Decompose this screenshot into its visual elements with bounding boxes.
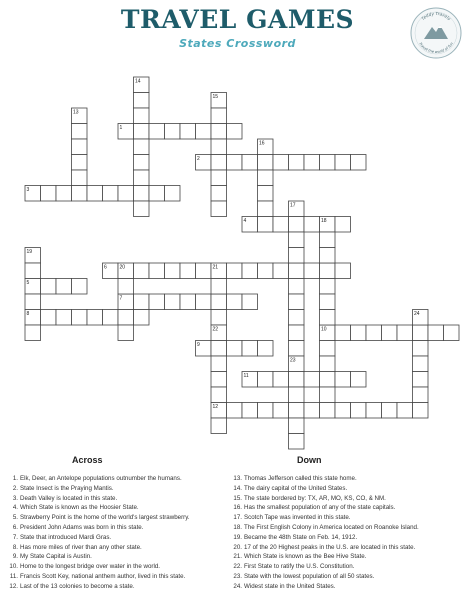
grid-cell[interactable] <box>351 403 367 419</box>
cell-number: 14 <box>135 78 141 85</box>
grid-cell[interactable] <box>227 403 243 419</box>
grid-cell[interactable] <box>211 341 227 357</box>
clue-text: Has the smallest population of any of the state capitals. <box>244 504 396 512</box>
clue-text: The dairy capital of the United States. <box>244 484 348 492</box>
grid-cell[interactable] <box>413 387 429 403</box>
grid-cell[interactable] <box>56 310 72 326</box>
grid-cell[interactable] <box>320 372 336 388</box>
page-title: TRAVEL GAMES <box>120 5 355 34</box>
grid-cell[interactable] <box>211 279 227 295</box>
clue-text: Home to the longest bridge over water in the world. <box>20 563 160 571</box>
grid-cell[interactable] <box>335 263 351 279</box>
grid-cell[interactable] <box>258 170 274 186</box>
grid-cell[interactable] <box>273 403 289 419</box>
cell-number: 20 <box>119 264 126 271</box>
clue-number: 23. <box>233 572 242 580</box>
grid-cell[interactable] <box>413 356 429 372</box>
clue-number: 15. <box>233 494 242 502</box>
clue-number: 14. <box>233 484 242 492</box>
cell-number: 5 <box>26 280 30 286</box>
grid-cell[interactable] <box>413 403 429 419</box>
cell-number: 9 <box>197 342 200 348</box>
grid-cell[interactable] <box>227 294 243 310</box>
clue-number: 3. <box>12 494 18 502</box>
clue-number: 21. <box>233 553 242 561</box>
grid-cell[interactable] <box>72 279 88 295</box>
clue-number: 5. <box>12 514 18 522</box>
grid-cell[interactable] <box>41 186 57 202</box>
across-clue <box>8 494 190 504</box>
grid-cell[interactable] <box>320 341 336 357</box>
down-heading: Down <box>297 455 322 465</box>
grid-cell[interactable] <box>41 310 57 326</box>
cell-number: 19 <box>26 249 33 255</box>
grid-cell[interactable] <box>134 186 150 202</box>
grid-cell[interactable] <box>258 201 274 217</box>
grid-cell[interactable] <box>273 372 289 388</box>
grid-cell[interactable] <box>165 263 181 279</box>
clue-text: President John Adams was born in this state. <box>20 523 144 531</box>
grid-cell[interactable] <box>289 232 305 248</box>
grid-cell[interactable] <box>211 186 227 202</box>
grid-cell[interactable] <box>320 387 336 403</box>
clue-number: 1. <box>12 475 18 482</box>
grid-cell[interactable] <box>180 294 196 310</box>
grid-cell[interactable] <box>320 294 336 310</box>
grid-cell[interactable] <box>103 310 119 326</box>
grid-cell[interactable] <box>320 232 336 248</box>
grid-cell[interactable] <box>196 263 212 279</box>
grid-cell[interactable] <box>258 341 274 357</box>
grid-cell[interactable] <box>320 248 336 264</box>
cell-number: 10 <box>321 326 327 333</box>
clue-number: 8. <box>12 543 18 551</box>
clue-text: Elk, Deer, an Antelope populations outnumber the humans. <box>20 475 182 482</box>
grid-cell[interactable] <box>242 403 258 419</box>
grid-cell[interactable] <box>320 356 336 372</box>
grid-cell[interactable] <box>211 310 227 326</box>
clue-text: Has more miles of river than any other state. <box>20 543 142 551</box>
clue-number: 6. <box>12 523 18 531</box>
grid-cell[interactable] <box>211 201 227 217</box>
grid-cell[interactable] <box>304 372 320 388</box>
grid-cell[interactable] <box>134 155 150 171</box>
grid-cell[interactable] <box>258 263 274 279</box>
grid-cell[interactable] <box>320 155 336 171</box>
grid-cell[interactable] <box>289 325 305 341</box>
clue-text: State Insect is the Praying Mantis. <box>20 484 114 492</box>
across-clue <box>8 523 190 533</box>
clue-number: 19. <box>233 533 242 541</box>
grid-cell[interactable] <box>428 325 444 341</box>
clue-number: 18. <box>233 523 242 531</box>
down-clue <box>232 513 419 523</box>
cell-number: 2 <box>197 156 200 162</box>
grid-cell[interactable] <box>149 294 165 310</box>
across-clue <box>8 533 190 543</box>
clue-number: 11. <box>9 572 18 580</box>
clue-number: 24. <box>233 582 242 590</box>
down-clue <box>232 552 419 562</box>
across-clue <box>8 543 190 553</box>
clue-text: Thomas Jefferson called this state home. <box>244 475 357 482</box>
across-clue <box>8 513 190 523</box>
cell-number: 1 <box>119 125 123 131</box>
clue-number: 10. <box>9 563 18 571</box>
grid-cell[interactable] <box>211 139 227 155</box>
grid-cell[interactable] <box>382 403 398 419</box>
logo-text-bottom: Travel the world of fun <box>418 41 454 55</box>
grid-cell[interactable] <box>134 108 150 124</box>
grid-cell[interactable] <box>289 387 305 403</box>
grid-cell[interactable] <box>242 294 258 310</box>
down-clue <box>232 562 419 572</box>
grid-cell[interactable] <box>273 217 289 233</box>
grid-cell[interactable] <box>351 325 367 341</box>
cell-number: 18 <box>321 218 327 224</box>
cell-number: 8 <box>26 311 30 317</box>
clue-text: Widest state in the United States. <box>244 582 336 590</box>
grid-cell[interactable] <box>413 341 429 357</box>
grid-cell[interactable] <box>289 418 305 434</box>
grid-cell[interactable] <box>25 325 41 341</box>
clue-text: The First English Colony in America located on Roanoke Island. <box>244 523 419 531</box>
grid-cell[interactable] <box>211 170 227 186</box>
cell-number: 21 <box>212 264 219 271</box>
cell-number: 6 <box>104 264 107 271</box>
clue-text: First State to ratify the U.S. Constitution. <box>244 563 355 571</box>
grid-cell[interactable] <box>258 186 274 202</box>
grid-cell[interactable] <box>258 372 274 388</box>
grid-cell[interactable] <box>72 310 88 326</box>
grid-cell[interactable] <box>366 325 382 341</box>
grid-cell[interactable] <box>289 294 305 310</box>
grid-cell[interactable] <box>118 279 134 295</box>
grid-cell[interactable] <box>134 294 150 310</box>
grid-cell[interactable] <box>118 325 134 341</box>
clue-text: The state bordered by: TX, AR, MO, KS, CO, & NM. <box>244 494 386 502</box>
grid-cell[interactable] <box>72 155 88 171</box>
across-clue <box>8 552 190 562</box>
grid-cell[interactable] <box>134 93 150 109</box>
cell-number: 3 <box>26 187 30 193</box>
grid-cell[interactable] <box>25 294 41 310</box>
grid-cell[interactable] <box>366 403 382 419</box>
across-clue-list <box>8 474 190 592</box>
page-subtitle: States Crossword <box>179 37 296 50</box>
cell-number: 24 <box>414 311 420 317</box>
grid-cell[interactable] <box>149 263 165 279</box>
across-clue <box>8 484 190 494</box>
clue-text: Last of the 13 colonies to become a state. <box>20 582 135 590</box>
grid-cell[interactable] <box>258 217 274 233</box>
clue-number: 16. <box>233 504 242 512</box>
grid-cell[interactable] <box>320 310 336 326</box>
grid-cell[interactable] <box>227 263 243 279</box>
grid-cell[interactable] <box>242 341 258 357</box>
grid-cell[interactable] <box>304 217 320 233</box>
clue-text: Became the 48th State on Feb. 14, 1912. <box>244 533 358 541</box>
grid-cell[interactable] <box>211 155 227 171</box>
clue-number: 2. <box>12 484 18 492</box>
grid-cell[interactable] <box>134 139 150 155</box>
grid-cell[interactable] <box>304 263 320 279</box>
grid-cell[interactable] <box>258 155 274 171</box>
grid-cell[interactable] <box>211 387 227 403</box>
clue-number: 20. <box>233 543 242 551</box>
grid-cell[interactable] <box>242 155 258 171</box>
grid-cell[interactable] <box>149 186 165 202</box>
grid-cell[interactable] <box>320 403 336 419</box>
grid-cell[interactable] <box>242 263 258 279</box>
grid-cell[interactable] <box>382 325 398 341</box>
grid-cell[interactable] <box>118 310 134 326</box>
clue-number: 17. <box>233 514 242 522</box>
grid-cell[interactable] <box>289 403 305 419</box>
clue-number: 4. <box>12 504 18 512</box>
clue-text: 17 of the 20 Highest peaks in the U.S. are located in this state. <box>244 543 416 551</box>
down-clue <box>232 572 419 582</box>
clue-text: Which State is known as the Bee Hive State. <box>244 553 367 561</box>
grid-cell[interactable] <box>227 155 243 171</box>
cell-number: 23 <box>290 357 296 364</box>
clue-text: Francis Scott Key, national anthem author, lived in this state. <box>20 572 186 580</box>
grid-cell[interactable] <box>211 108 227 124</box>
down-clue <box>232 494 419 504</box>
down-clue-list <box>232 474 419 592</box>
down-clue <box>232 582 419 592</box>
grid-cell[interactable] <box>149 124 165 140</box>
clue-number: 12. <box>9 582 18 590</box>
across-clue <box>8 474 190 484</box>
cell-number: 13 <box>73 109 79 116</box>
cell-number: 17 <box>290 202 296 209</box>
grid-cell[interactable] <box>211 294 227 310</box>
across-clue <box>8 503 190 513</box>
grid-cell[interactable] <box>211 372 227 388</box>
grid-cell[interactable] <box>289 341 305 357</box>
down-clue <box>232 484 419 494</box>
grid-cell[interactable] <box>289 372 305 388</box>
grid-cell[interactable] <box>56 186 72 202</box>
grid-cell[interactable] <box>335 217 351 233</box>
grid-cell[interactable] <box>289 248 305 264</box>
clue-number: 9. <box>12 553 18 561</box>
grid-cell[interactable] <box>180 124 196 140</box>
cell-number: 11 <box>243 373 249 379</box>
grid-cell[interactable] <box>397 403 413 419</box>
grid-cell[interactable] <box>289 263 305 279</box>
grid-cell[interactable] <box>72 139 88 155</box>
cell-number: 16 <box>259 140 265 147</box>
grid-cell[interactable] <box>41 279 57 295</box>
grid-cell[interactable] <box>56 279 72 295</box>
across-clue <box>8 582 190 592</box>
clue-text: Strawberry Point is the home of the world's largest strawberry. <box>20 514 190 522</box>
grid-cell[interactable] <box>72 186 88 202</box>
grid-cell[interactable] <box>118 186 134 202</box>
clue-text: My State Capital is Austin. <box>20 553 92 561</box>
grid-cell[interactable] <box>273 155 289 171</box>
grid-cell[interactable] <box>165 294 181 310</box>
grid-cell[interactable] <box>289 434 305 450</box>
grid-cell[interactable] <box>335 403 351 419</box>
grid-cell[interactable] <box>444 325 460 341</box>
grid-cell[interactable] <box>289 217 305 233</box>
grid-cell[interactable] <box>335 325 351 341</box>
grid-cell[interactable] <box>304 403 320 419</box>
grid-cell[interactable] <box>289 155 305 171</box>
grid-cell[interactable] <box>304 155 320 171</box>
clue-text: Death Valley is located in this state. <box>20 494 118 502</box>
grid-cell[interactable] <box>413 372 429 388</box>
grid-cell[interactable] <box>165 124 181 140</box>
down-clue <box>232 533 419 543</box>
cell-number: 15 <box>212 94 219 100</box>
grid-cell[interactable] <box>196 124 212 140</box>
grid-cell[interactable] <box>134 170 150 186</box>
down-clue <box>232 503 419 513</box>
down-clue <box>232 523 419 533</box>
grid-cell[interactable] <box>211 418 227 434</box>
across-clue <box>8 572 190 582</box>
grid-cell[interactable] <box>180 263 196 279</box>
grid-cell[interactable] <box>72 170 88 186</box>
grid-cell[interactable] <box>335 155 351 171</box>
down-clue <box>232 543 419 553</box>
grid-cell[interactable] <box>397 325 413 341</box>
grid-cell[interactable] <box>211 124 227 140</box>
grid-cell[interactable] <box>227 341 243 357</box>
clue-text: State that introduced Mardi Gras. <box>20 533 112 541</box>
grid-cell[interactable] <box>351 155 367 171</box>
cell-number: 22 <box>212 326 219 333</box>
clue-text: Which State is known as the Hoosier State. <box>20 504 139 512</box>
grid-cell[interactable] <box>165 186 181 202</box>
grid-cell[interactable] <box>134 263 150 279</box>
cell-number: 7 <box>119 295 123 302</box>
grid-cell[interactable] <box>25 263 41 279</box>
grid-cell[interactable] <box>351 372 367 388</box>
clue-text: State with the lowest population of all 50 states. <box>244 572 375 580</box>
across-heading: Across <box>72 455 103 465</box>
cell-number: 12 <box>212 404 219 410</box>
grid-cell[interactable] <box>320 263 336 279</box>
grid-cell[interactable] <box>103 186 119 202</box>
grid-cell[interactable] <box>87 310 103 326</box>
grid-cell[interactable] <box>134 201 150 217</box>
cell-number: 4 <box>243 218 247 224</box>
grid-cell[interactable] <box>289 310 305 326</box>
clue-number: 7. <box>12 533 18 541</box>
grid-cell[interactable] <box>72 124 88 140</box>
grid-cell[interactable] <box>320 279 336 295</box>
clue-number: 13. <box>233 475 242 482</box>
grid-cell[interactable] <box>335 372 351 388</box>
grid-cell[interactable] <box>211 356 227 372</box>
grid-cell[interactable] <box>87 186 103 202</box>
grid-cell[interactable] <box>273 263 289 279</box>
grid-cell[interactable] <box>134 124 150 140</box>
down-clue <box>232 474 419 484</box>
grid-cell[interactable] <box>413 325 429 341</box>
clue-text: Scotch Tape was invented in this state. <box>244 514 351 522</box>
across-clue <box>8 562 190 572</box>
logo-text-top: Teddy Travels <box>420 10 452 22</box>
grid-cell[interactable] <box>289 279 305 295</box>
grid-cell[interactable] <box>196 294 212 310</box>
grid-cell[interactable] <box>258 403 274 419</box>
grid-cell[interactable] <box>227 124 243 140</box>
clue-number: 22. <box>233 563 242 571</box>
grid-cell[interactable] <box>134 310 150 326</box>
